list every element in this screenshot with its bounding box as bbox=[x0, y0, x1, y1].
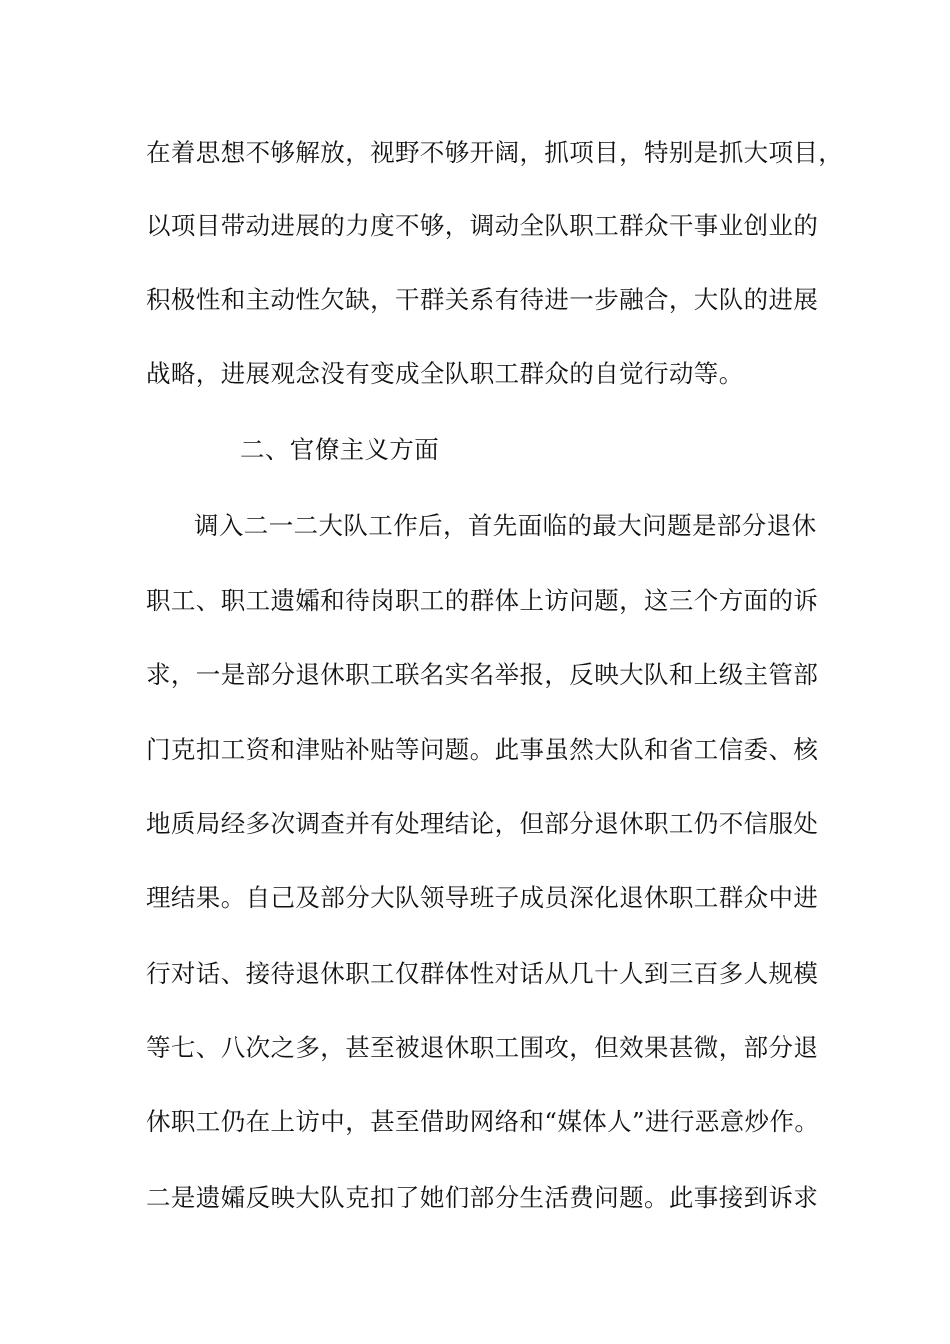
paragraph-line: 以项目带动进展的力度不够，调动全队职工群众干事业创业的 bbox=[146, 211, 819, 240]
paragraph-line: 门克扣工资和津贴补贴等问题。此事虽然大队和省工信委、核 bbox=[146, 735, 819, 764]
paragraph-line: 在着思想不够解放，视野不够开阔，抓项目，特别是抓大项目， bbox=[146, 138, 844, 167]
paragraph-line: 战略，进展观念没有变成全队职工群众的自觉行动等。 bbox=[146, 359, 744, 388]
paragraph-line: 休职工仍在上访中，甚至借助网络和“媒体人”进行恶意炒作。 bbox=[146, 1107, 820, 1136]
paragraph-line: 调入二一二大队工作后，首先面临的最大问题是部分退休 bbox=[194, 511, 817, 540]
paragraph-line: 行对话、接待退休职工仅群体性对话从几十人到三百多人规模 bbox=[146, 959, 819, 988]
paragraph-line: 求，一是部分退休职工联名实名举报，反映大队和上级主管部 bbox=[146, 660, 819, 689]
paragraph-line: 地质局经多次调查并有处理结论，但部分退休职工仍不信服处 bbox=[146, 809, 819, 838]
section-heading: 二、官僚主义方面 bbox=[240, 435, 440, 464]
paragraph-line: 理结果。自己及部分大队领导班子成员深化退休职工群众中进 bbox=[146, 883, 819, 912]
paragraph-line: 二是遗孀反映大队克扣了她们部分生活费问题。此事接到诉求 bbox=[146, 1183, 819, 1212]
paragraph-line: 职工、职工遗孀和待岗职工的群体上访问题，这三个方面的诉 bbox=[146, 586, 819, 615]
paragraph-line: 积极性和主动性欠缺，干群关系有待进一步融合，大队的进展 bbox=[146, 285, 819, 314]
paragraph-line: 等七、八次之多，甚至被退休职工围攻，但效果甚微，部分退 bbox=[146, 1033, 819, 1062]
